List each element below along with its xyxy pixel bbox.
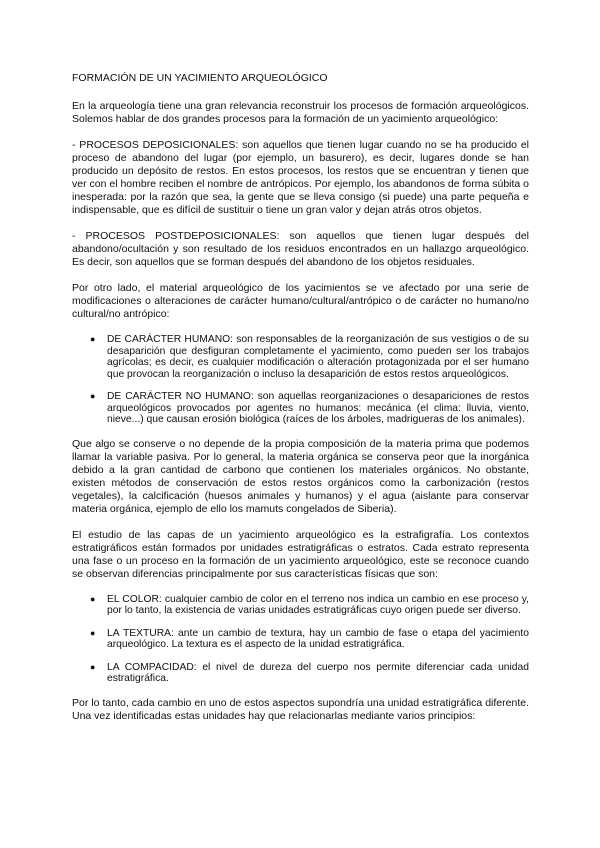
list-item-text: DE CARÁCTER HUMANO: son responsables de la reorganización de sus vestigios o de su desaparición que desfiguran completamente el yacimiento, como pueden ser los trabajos agrícolas; es decir, es cualquier modificación o alteración protagonizada por el ser humano que provocan la reorganización o incluso la desaparición de estos restos arqueológicos. <box>107 334 529 380</box>
list-item <box>90 662 529 685</box>
bullet-icon: ● <box>90 391 96 401</box>
paragraph-conservacion: Que algo se conserve o no depende de la propia composición de la materia prima que podemos llamar la variable pasiva. Por lo general, la materia orgánica se conserva peor que la inorgánica debido a la gran cantidad de carbono que contienen los materiales orgánicos. No obstante, existen métodos de conservación de estos restos orgánicos como la carbonización (restos vegetales), la calcificación (huesos animales y humanos) y el agua (aislante para conservar materia orgánica, ejemplo de ello los mamuts congelados de Siberia). <box>72 437 529 515</box>
paragraph-intro: En la arqueología tiene una gran relevancia reconstruir los procesos de formación arqueológicos. Solemos hablar de dos grandes procesos para la formación de un yacimiento arqueológico: <box>72 100 529 125</box>
list-item-text: LA COMPACIDAD: el nivel de dureza del cuerpo nos permite diferenciar cada unidad estratigráfica. <box>107 661 529 684</box>
caracteristicas-list <box>72 594 529 685</box>
paragraph-deposicionales: - PROCESOS DEPOSICIONALES: son aquellos que tienen lugar cuando no se ha producido el proceso de abandono del lugar (por ejemplo, un basurero), es decir, lugares donde se han producido un depósito de restos. En estos procesos, los restos que se encuentran y tienen que ver con el hombre reciben el nombre de antrópicos. Por ejemplo, los abandonos de forma súbita o inesperada: por la razón que sea, la gente que se lleva consigo (si puede) una parte pequeña e indispensable, que es difícil de sustituir o tiene un gran valor y dejan atrás otros objetos. <box>72 139 530 216</box>
paragraph-conclusion: Por lo tanto, cada cambio en uno de estos aspectos supondría una unidad estratigráfica diferente. Una vez identificadas estas unidades hay que relacionarlas mediante varios principios: <box>72 696 529 722</box>
list-item <box>90 334 529 380</box>
bullet-icon: ● <box>90 661 96 672</box>
bullet-icon: ● <box>90 627 96 638</box>
bullet-icon: ● <box>90 334 96 344</box>
document-title: FORMACIÓN DE UN YACIMIENTO ARQUEOLÓGICO <box>72 72 328 84</box>
paragraph-estratigrafia: El estudio de las capas de un yacimiento arqueológico es la estrafigrafía. Los contextos estratigráficos están formados por unidades estratigráficas o estratos. Cada estrato representa una fase o un proceso en la formación de un yacimiento arqueológico, este se reconoce cuando se observan diferencias principalmente por sus características físicas que son: <box>72 528 529 580</box>
list-item <box>90 594 529 617</box>
list-item <box>90 391 529 426</box>
caracter-list <box>72 334 529 426</box>
list-item <box>90 628 529 651</box>
list-item-text: LA TEXTURA: ante un cambio de textura, hay un cambio de fase o etapa del yacimiento arqueológico. La textura es el aspecto de la unidad estratigráfica. <box>107 627 529 650</box>
list-item-text: EL COLOR: cualquier cambio de color en el terreno nos indica un cambio en ese proceso y, por lo tanto, la existencia de varias unidades estratigráficas cuyo origen puede ser diverso. <box>107 593 529 616</box>
paragraph-postdeposicionales: - PROCESOS POSTDEPOSICIONALES: son aquellos que tienen lugar después del abandono/ocultación y son resultado de los residuos encontrados en un hallazgo arqueológico. Es decir, son aquellos que se forman después del abandono de los objetos residuales. <box>72 230 529 268</box>
paragraph-otro-lado: Por otro lado, el material arqueológico de los yacimientos se ve afectado por una serie de modificaciones o alteraciones de carácter humano/cultural/antrópico o de carácter no humano/no cultural/no antrópico: <box>72 282 529 320</box>
list-item-text: DE CARÁCTER NO HUMANO: son aquellas reorganizaciones o desapariciones de restos arqueológicos provocados por agentes no humanos: mecánica (el clima: lluvia, viento, nieve...) que causan erosión biológica (raíces de los árboles, madrigueras de los animales). <box>107 391 529 425</box>
bullet-icon: ● <box>90 593 96 604</box>
